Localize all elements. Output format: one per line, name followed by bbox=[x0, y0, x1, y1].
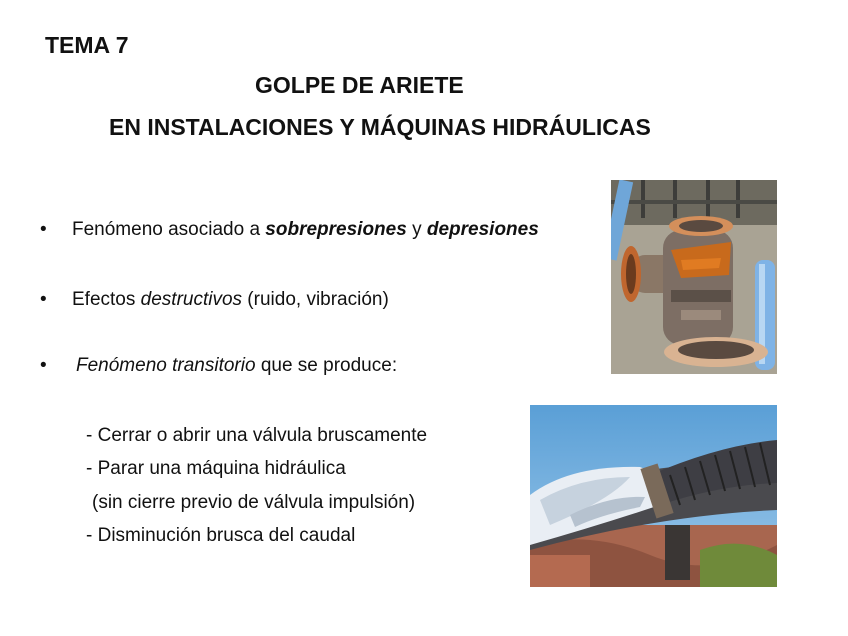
bullet-emphasis: destructivos bbox=[140, 289, 243, 310]
bullet-text-part: Fenómeno asociado a bbox=[72, 219, 266, 240]
page-title-line1: GOLPE DE ARIETE bbox=[255, 72, 464, 98]
bullet-emphasis: depresiones bbox=[426, 219, 539, 240]
bullet-marker: • bbox=[40, 289, 47, 310]
subitem-2-note: (sin cierre previo de válvula impulsión) bbox=[92, 492, 416, 513]
bullet-emphasis: Fenómeno transitorio bbox=[76, 355, 256, 376]
bullet-emphasis: sobrepresiones bbox=[265, 219, 407, 240]
bullet-item-1 bbox=[0, 219, 600, 245]
bullet-text bbox=[76, 355, 397, 377]
bullet-marker: • bbox=[40, 355, 47, 376]
bullet-text-part: (ruido, vibración) bbox=[242, 289, 389, 310]
burst-pipeline-photo bbox=[530, 405, 777, 587]
subitem-3: - Disminución brusca del caudal bbox=[86, 525, 356, 546]
page-title-line2: EN INSTALACIONES Y MÁQUINAS HIDRÁULICAS bbox=[109, 114, 651, 140]
bullet-text-part: que se produce: bbox=[255, 355, 398, 376]
bullet-text-part: y bbox=[406, 219, 427, 240]
topic-label: TEMA 7 bbox=[45, 32, 129, 58]
damaged-pipe-photo bbox=[611, 180, 777, 374]
bullet-marker: • bbox=[40, 219, 47, 240]
subitem-1: - Cerrar o abrir una válvula bruscamente bbox=[86, 425, 428, 446]
bullet-item-2 bbox=[0, 289, 600, 315]
bullet-text bbox=[72, 219, 539, 241]
bullet-text bbox=[72, 289, 389, 311]
bullet-item-3 bbox=[0, 355, 600, 381]
bullet-text-part: Efectos bbox=[72, 289, 141, 310]
damaged-pipe-tee-image bbox=[611, 180, 777, 374]
burst-pipeline-image bbox=[530, 405, 777, 587]
subitem-2: - Parar una máquina hidráulica bbox=[86, 458, 346, 479]
